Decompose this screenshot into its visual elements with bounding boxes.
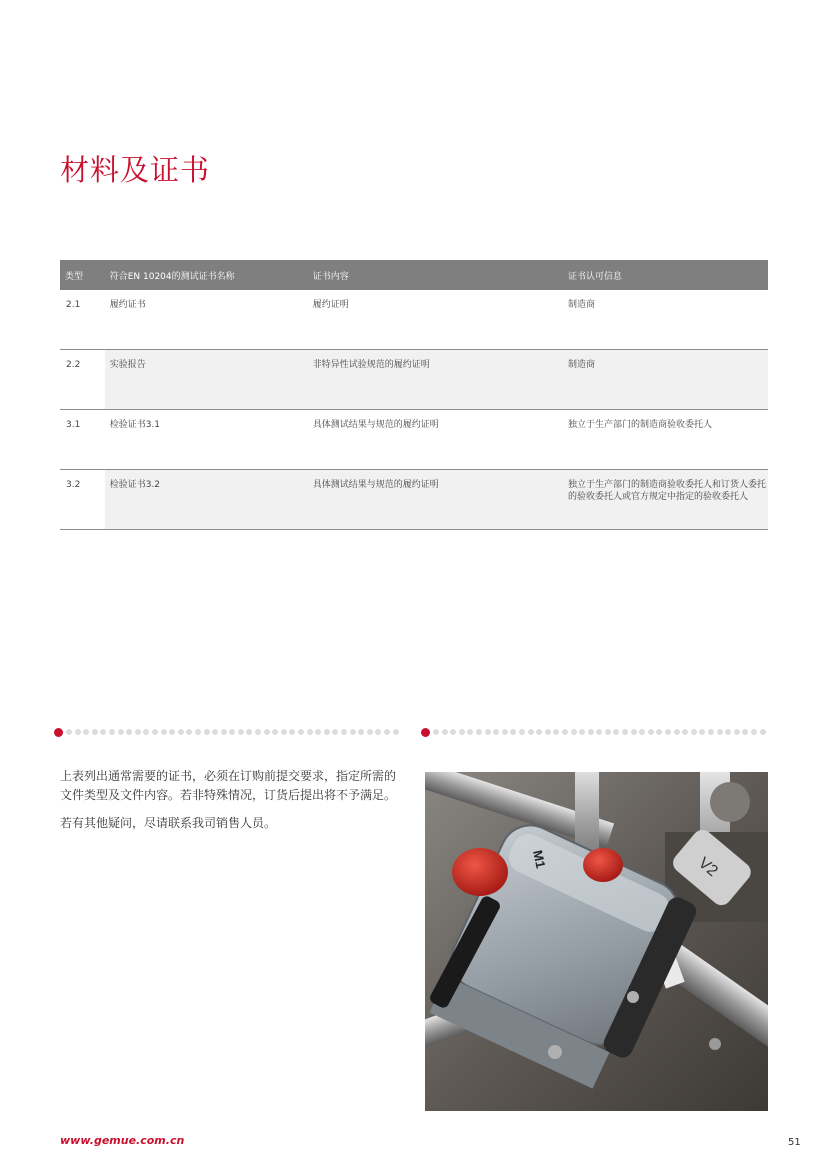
dot-gray (742, 729, 748, 735)
dot-gray (553, 729, 559, 735)
page-number: 51 (788, 1137, 801, 1148)
cell-content: 履约证明 (308, 290, 563, 350)
bolt (709, 1038, 721, 1050)
cell-info-text: 制造商 (567, 360, 595, 370)
dot-gray (717, 729, 723, 735)
dot-gray (246, 729, 252, 735)
dot-gray (433, 729, 439, 735)
dot-gray (161, 729, 167, 735)
dot-gray (605, 729, 611, 735)
cell-info-text: 独立于生产部门的制造商验收委托人 (567, 420, 712, 430)
dot-gray (476, 729, 482, 735)
dot-gray (708, 729, 714, 735)
dot-gray (178, 729, 184, 735)
dot-gray (341, 729, 347, 735)
header-approval-info: 证书认可信息 (563, 260, 768, 290)
dot-gray (289, 729, 295, 735)
cell-name: 检验证书3.2 (105, 470, 308, 530)
dot-gray (221, 729, 227, 735)
dot-gray (613, 729, 619, 735)
footer-url[interactable]: www.gemue.com.cn (60, 1134, 185, 1147)
dot-gray (169, 729, 175, 735)
bolt (627, 991, 639, 1003)
dot-gray (536, 729, 542, 735)
cell-info (563, 290, 768, 350)
dot-gray (751, 729, 757, 735)
dot-gray (734, 729, 740, 735)
cell-name: 履约证书 (105, 290, 308, 350)
dot-gray (109, 729, 115, 735)
dot-gray (229, 729, 235, 735)
dot-gray (502, 729, 508, 735)
paragraph-certificate-note: 上表列出通常需要的证书，必须在订购前提交要求，指定所需的文件类型及文件内容。若非特殊情况，订货后提出将不予满足。 (60, 769, 397, 802)
dot-gray (298, 729, 304, 735)
cell-content: 非特异性试验规范的履约证明 (308, 350, 563, 410)
dot-gray (528, 729, 534, 735)
table-header-row (60, 260, 768, 290)
table-row (60, 290, 768, 350)
cell-info (563, 350, 768, 410)
dot-gray (83, 729, 89, 735)
dot-gray (324, 729, 330, 735)
dot-gray (571, 729, 577, 735)
dot-gray (315, 729, 321, 735)
dot-gray (665, 729, 671, 735)
dot-gray (186, 729, 192, 735)
cell-name: 检验证书3.1 (105, 410, 308, 470)
dot-gray (622, 729, 628, 735)
paragraph-contact-note: 若有其他疑问，尽请联系我司销售人员。 (60, 816, 277, 830)
dot-gray (92, 729, 98, 735)
dot-gray (442, 729, 448, 735)
dot-gray (367, 729, 373, 735)
dot-gray (596, 729, 602, 735)
label-m1: M1 (530, 848, 549, 870)
table-row (60, 410, 768, 470)
red-knob-right (583, 848, 623, 882)
dot-gray (100, 729, 106, 735)
dot-gray (358, 729, 364, 735)
page-title: 材料及证书 (60, 153, 211, 187)
dot-gray (691, 729, 697, 735)
dot-gray (459, 729, 465, 735)
dot-gray (631, 729, 637, 735)
dot-gray (656, 729, 662, 735)
dot-gray (545, 729, 551, 735)
dot-gray (519, 729, 525, 735)
dot-gray (195, 729, 201, 735)
dot-gray (135, 729, 141, 735)
cell-type: 2.1 (60, 290, 105, 350)
dot-gray (562, 729, 568, 735)
cell-content: 具体测试结果与规范的履约证明 (308, 410, 563, 470)
dot-gray (204, 729, 210, 735)
dot-gray (281, 729, 287, 735)
dot-gray (255, 729, 261, 735)
cell-info (563, 410, 768, 470)
red-knob-left (452, 848, 508, 896)
bracket (710, 782, 750, 822)
body-text (60, 767, 405, 842)
dot-gray (579, 729, 585, 735)
dot-gray (674, 729, 680, 735)
cell-info-text: 独立于生产部门的制造商验收委托人和订货人委托的验收委托人或官方规定中指定的验收委托人 (567, 480, 766, 502)
dot-gray (272, 729, 278, 735)
cell-type: 2.2 (60, 350, 105, 410)
dot-separator-left (54, 727, 406, 737)
dot-gray (682, 729, 688, 735)
table-row (60, 350, 768, 410)
table-row (60, 470, 768, 530)
dot-gray (143, 729, 149, 735)
dot-gray (725, 729, 731, 735)
certificate-table (60, 260, 768, 530)
label-v2: V2 (694, 854, 721, 881)
dot-gray (212, 729, 218, 735)
cell-type: 3.2 (60, 470, 105, 530)
dot-red (54, 728, 63, 737)
dot-gray (467, 729, 473, 735)
dot-gray (238, 729, 244, 735)
dot-gray (152, 729, 158, 735)
cell-type: 3.1 (60, 410, 105, 470)
dot-gray (639, 729, 645, 735)
dot-gray (118, 729, 124, 735)
dot-gray (510, 729, 516, 735)
dot-gray (66, 729, 72, 735)
dot-gray (699, 729, 705, 735)
dot-gray (75, 729, 81, 735)
cell-name: 实验报告 (105, 350, 308, 410)
dot-gray (332, 729, 338, 735)
dot-gray (350, 729, 356, 735)
dot-gray (588, 729, 594, 735)
dot-gray (760, 729, 766, 735)
dot-gray (264, 729, 270, 735)
header-certificate-content: 证书内容 (308, 260, 563, 290)
dot-separator-right (421, 727, 773, 737)
valve-actuator-photo (425, 772, 768, 1111)
cell-info (563, 470, 768, 530)
dot-gray (393, 729, 399, 735)
cell-info-text: 制造商 (567, 300, 595, 310)
dot-gray (648, 729, 654, 735)
dot-gray (307, 729, 313, 735)
dot-gray (375, 729, 381, 735)
dot-gray (450, 729, 456, 735)
dot-gray (493, 729, 499, 735)
header-certificate-name: 符合EN 10204的测试证书名称 (105, 260, 308, 290)
dot-gray (384, 729, 390, 735)
bolt (548, 1045, 562, 1059)
cell-content: 具体测试结果与规范的履约证明 (308, 470, 563, 530)
dot-gray (485, 729, 491, 735)
header-type: 类型 (60, 260, 105, 290)
dot-gray (126, 729, 132, 735)
dot-red (421, 728, 430, 737)
